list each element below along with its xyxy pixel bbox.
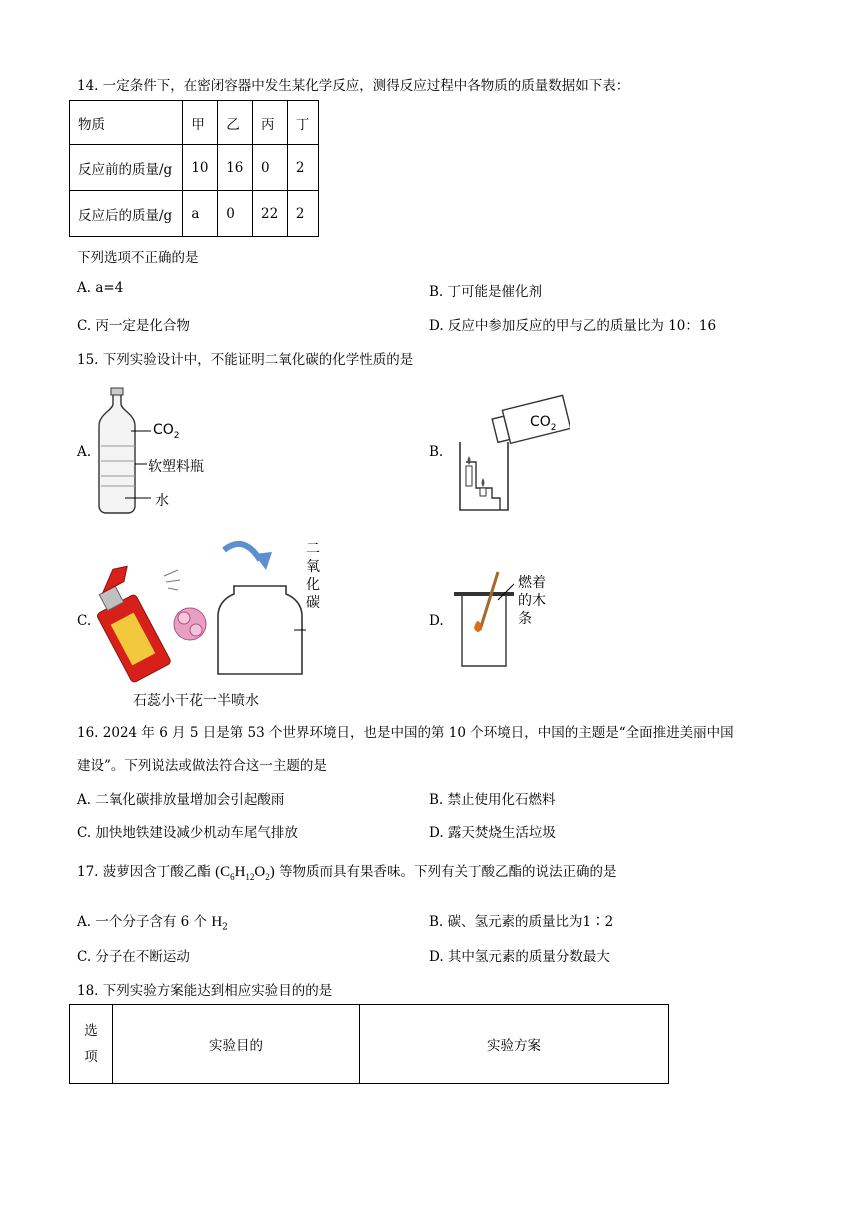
q16-option-a: A. 二氧化碳排放量增加会引起酸雨: [77, 792, 285, 808]
table-cell: 物质: [70, 101, 183, 145]
table-cell: 0: [253, 145, 288, 191]
q15-label-c: C.: [77, 613, 92, 629]
co2-label-b: $CO_2$: [530, 414, 557, 433]
table-cell: 2: [287, 145, 318, 191]
q17-stem-text: 17. 菠萝因含丁酸乙酯: [77, 864, 211, 880]
q15-label-a: A.: [77, 444, 92, 460]
gas-char: 二: [306, 541, 320, 557]
table-row: [70, 191, 319, 237]
co2-gas-label: [306, 540, 322, 612]
q15-label-d: D.: [429, 613, 444, 629]
q16-option-b: B. 禁止使用化石燃料: [429, 792, 556, 808]
q14-table: [69, 100, 319, 237]
table-cell: 0: [218, 191, 253, 237]
table-cell: 22: [253, 191, 288, 237]
flower-caption: 石蕊小干花一半喷水: [133, 693, 259, 709]
litmus-flower-figure: [96, 534, 326, 684]
q17-option-b: B. 碳、氢元素的质量比为1∶2: [429, 914, 614, 930]
formula-element: C: [220, 864, 231, 880]
stick-text-line: 条: [518, 611, 532, 627]
q14-option-d: D. 反应中参加反应的甲与乙的质量比为 10：16: [429, 318, 717, 334]
q14-option-a: A. a=4: [77, 280, 124, 296]
q17-option-a: A. 一个分子含有 6 个 $H_2$: [77, 914, 228, 933]
formula-element: H: [234, 864, 246, 880]
formula-element: O: [254, 864, 266, 880]
table-cell: 16: [218, 145, 253, 191]
table-header-plan: 实验方案: [360, 1005, 669, 1084]
gas-char: 氧: [306, 559, 320, 575]
q16-option-c: C. 加快地铁建设减少机动车尾气排放: [77, 825, 298, 841]
q14-option-b: B. 丁可能是催化剂: [429, 284, 543, 300]
table-cell: a: [183, 191, 218, 237]
table-header-option: 选 项: [70, 1005, 113, 1084]
q17-option-d: D. 其中氢元素的质量分数最大: [429, 949, 610, 965]
q15-stem: 15. 下列实验设计中，不能证明二氧化碳的化学性质的是: [77, 352, 414, 368]
table-cell: 丙: [253, 101, 288, 145]
table-cell: 反应后的质量/g: [70, 191, 183, 237]
q17-option-c: C. 分子在不断运动: [77, 949, 190, 965]
stick-text-line: 燃着: [518, 575, 546, 591]
q18-stem: 18. 下列实验方案能达到相应实验目的的是: [77, 983, 333, 999]
bottle-label: 软塑料瓶: [148, 459, 204, 475]
table-row: [70, 101, 319, 145]
chemical-formula: $(C_6H_{12}O_2)$: [215, 864, 275, 882]
table-cell: 10: [183, 145, 218, 191]
formula-subscript: 6: [230, 872, 235, 882]
table-cell: 丁: [287, 101, 318, 145]
q17-stem-text: 等物质而具有果香味。下列有关丁酸乙酯的说法正确的是: [279, 864, 617, 880]
stick-text-line: 的木: [518, 593, 546, 609]
formula-subscript: 2: [265, 872, 270, 882]
water-label: 水: [155, 493, 169, 509]
q16-option-d: D. 露天焚烧生活垃圾: [429, 825, 556, 841]
q14-prompt: 下列选项不正确的是: [77, 250, 199, 266]
burning-stick-label: [518, 574, 546, 628]
q17-stem: [77, 860, 617, 882]
q16-stem-line1: 16. 2024 年 6 月 5 日是第 53 个世界环境日，也是中国的第 10 个环境日，中国的主题是“全面推进美丽中国: [77, 725, 734, 741]
gas-char: 碳: [306, 595, 320, 611]
table-cell: 反应前的质量/g: [70, 145, 183, 191]
table-cell: 乙: [218, 101, 253, 145]
co2-label-a: $CO_2$: [153, 422, 180, 441]
table-row: [70, 1005, 669, 1084]
q15-label-b: B.: [429, 444, 444, 460]
q16-stem-line2: 建设”。下列说法或做法符合这一主题的是: [77, 758, 327, 774]
table-header-purpose: 实验目的: [113, 1005, 360, 1084]
formula-subscript: 12: [245, 872, 255, 882]
q14-option-c: C. 丙一定是化合物: [77, 318, 190, 334]
q14-stem: 14. 一定条件下，在密闭容器中发生某化学反应，测得反应过程中各物质的质量数据如下表：: [77, 78, 630, 94]
q18-table: [69, 1004, 669, 1084]
gas-char: 化: [306, 577, 320, 593]
candles-beaker-figure: [450, 392, 570, 514]
table-cell: 2: [287, 191, 318, 237]
table-row: [70, 145, 319, 191]
table-cell: 甲: [183, 101, 218, 145]
